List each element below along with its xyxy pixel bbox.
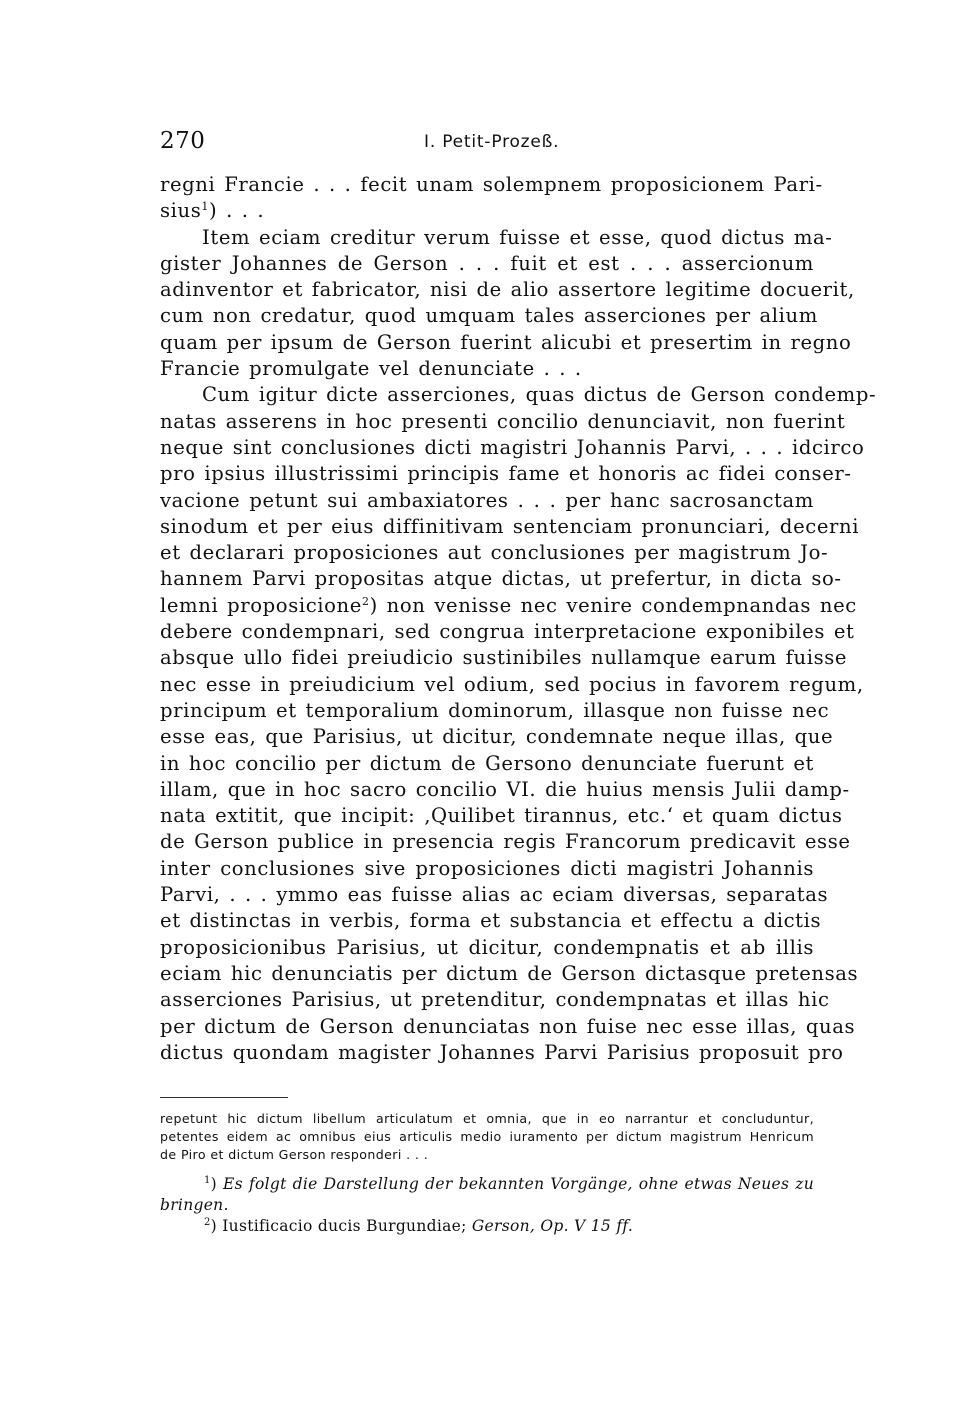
text-line: Parvi, . . . ymmo eas fuisse alias ac eciam diversas, separatas [160, 883, 829, 907]
text-line: proposicionibus Parisius, ut dicitur, condempnatis et ab illis [160, 935, 814, 959]
footnote-ref: 2 [361, 594, 370, 608]
text-line: debere condempnari, sed congrua interpretacione exponibiles et [160, 620, 855, 644]
text-line: et declarari proposiciones aut conclusiones per magistrum Jo- [160, 541, 829, 565]
footnote-line: petentes eidem ac omnibus eius articulis medio iuramento per dictum magistrum Henricum [160, 1129, 814, 1145]
text-line: pro ipsius illustrissimi principis fame et honoris ac fidei conser- [160, 462, 852, 486]
text-line: regni Francie . . . fecit unam solempnem proposicionem Pari- [160, 173, 823, 196]
text-line: Cum igitur dicte asserciones, quas dictus de Gerson condemp- [202, 383, 877, 407]
text-fragment: lemni proposicione [160, 593, 362, 617]
text-line: esse eas, que Parisius, ut dicitur, condemnate neque illas, que [160, 725, 834, 749]
footnote-marker: $^2$) [204, 1217, 223, 1235]
footnote-number: 1 [204, 1175, 211, 1186]
page-number: 270 [160, 128, 206, 154]
text-line: inter conclusiones sive proposiciones dicti magistri Johannis [160, 856, 814, 880]
text-line: et distinctas in verbis, forma et substancia et effectu a dictis [160, 909, 822, 933]
running-head: I. Petit-Prozeß. [424, 132, 560, 152]
footnote-text: Iustificacio ducis Burgundiae; [222, 1217, 467, 1235]
text-line: quam per ipsum de Gerson fuerint alicubi et presertim in regno [160, 330, 852, 354]
page-header [160, 128, 814, 160]
text-line: gister Johannes de Gerson . . . fuit et est . . . assercionum [160, 251, 814, 275]
text-line: cum non credatur, quod umquam tales asserciones per alium [160, 304, 818, 328]
footnote-2 [160, 1216, 814, 1237]
footnote-divider [160, 1097, 288, 1098]
footnote-number: 2 [204, 1217, 211, 1228]
text-line: illam, que in hoc sacro concilio VI. die huius mensis Julii damp- [160, 777, 850, 801]
text-fragment: sius [160, 199, 202, 223]
text-line: hannem Parvi propositas atque dictas, ut prefertur, in dicta so- [160, 567, 842, 591]
text-fragment: ) non venisse nec venire condempnandas nec [369, 593, 857, 617]
text-line: nata extitit, que incipit: ‚Quilibet tirannus, etc.‘ et quam dictus [160, 804, 843, 828]
footnote-line: de Piro et dictum Gerson responderi . . . [160, 1147, 429, 1163]
footnote-marker: $^1$) [204, 1175, 224, 1193]
text-line: asserciones Parisius, ut pretenditur, condempnatas et illas hic [160, 988, 830, 1012]
text-line [160, 593, 857, 619]
text-line: natas asserens in hoc presenti concilio denunciavit, non fuerint [160, 409, 846, 433]
text-line: eciam hic denunciatis per dictum de Gerson dictasque pretensas [160, 961, 859, 985]
text-line: adinventor et fabricator, nisi de alio assertore legitime docuerit, [160, 278, 855, 302]
footnote-ref: 1 [201, 200, 210, 214]
text-line: Item eciam creditur verum fuisse et esse, quod dictus ma- [202, 225, 833, 249]
text-line: de Gerson publice in presencia regis Francorum predicavit esse [160, 830, 851, 854]
text-line: nec esse in preiudicium vel odium, sed pocius in favorem regum, [160, 672, 864, 696]
footnotes [160, 1174, 814, 1237]
footnote-1 [160, 1174, 814, 1195]
footnote-reference-location: V 15 ff. [574, 1217, 634, 1235]
footnote-line: repetunt hic dictum libellum articulatum et omnia, que in eo narrantur et concluduntur, [160, 1111, 814, 1126]
continued-footnote [160, 1110, 814, 1165]
footnote-text: Es folgt die Darstellung der bekannten Vorgänge, ohne etwas Neues zu [223, 1175, 814, 1193]
text-line: dictus quondam magister Johannes Parvi Parisius proposuit pro [160, 1040, 844, 1064]
text-fragment: ) . . . [209, 199, 265, 223]
text-line: vacione petunt sui ambaxiatores . . . per hanc sacrosanctam [160, 488, 814, 512]
text-line [160, 198, 814, 224]
main-text [160, 172, 877, 1066]
footnote-reference: Gerson, Op. [471, 1217, 569, 1235]
text-line: absque ullo fidei preiudicio sustinibiles nullamque earum fuisse [160, 646, 848, 670]
text-line: in hoc concilio per dictum de Gersono denunciate fuerunt et [160, 751, 814, 775]
footnote-1-continued: bringen. [160, 1196, 229, 1214]
text-line: principum et temporalium dominorum, illasque non fuisse nec [160, 698, 830, 722]
text-line: neque sint conclusiones dicti magistri Johannis Parvi, . . . idcirco [160, 435, 865, 459]
text-line: per dictum de Gerson denunciatas non fuise nec esse illas, quas [160, 1014, 856, 1038]
text-line: Francie promulgate vel denunciate . . . [160, 357, 582, 381]
text-line: sinodum et per eius diffinitivam sentenciam pronunciari, decerni [160, 514, 860, 538]
